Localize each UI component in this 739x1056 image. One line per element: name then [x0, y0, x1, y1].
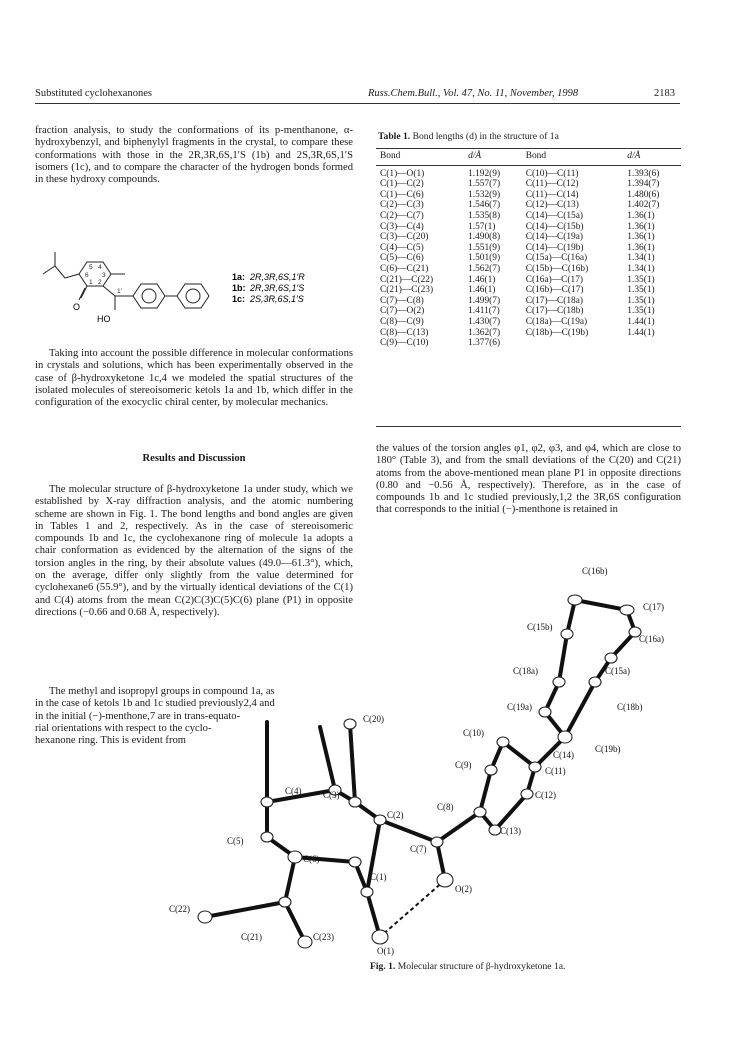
ring-number-1-prime: 1′ [117, 288, 122, 295]
bond-cell: C(15b)—C(16b) [525, 263, 589, 274]
bond-cell: C(2)—C(3) [380, 200, 424, 211]
table-row [376, 296, 681, 307]
bond-cell: C(16b)—C(17) [525, 285, 584, 296]
length-cell: 1.480(6) [627, 189, 660, 200]
methyl-line-4: rial orientations with respect to the cyclo- [35, 722, 212, 734]
atom-label-c6: C(6) [303, 854, 320, 864]
figure-caption [370, 961, 565, 972]
length-cell: 1.57(1) [468, 221, 496, 232]
molecular-structure-figure [155, 562, 695, 962]
table-bottom-rule [376, 426, 681, 427]
length-cell: 1.44(1) [627, 316, 655, 327]
table-row [376, 222, 681, 233]
table-row [376, 165, 681, 179]
ring-number-3: 3 [102, 272, 106, 279]
atom-label-c5: C(5) [227, 836, 244, 846]
bond-cell: C(2)—C(7) [380, 210, 424, 221]
bond-cell: C(7)—C(8) [380, 295, 424, 306]
length-cell: 1.36(1) [627, 210, 655, 221]
table-row [376, 179, 681, 190]
header-rule [35, 103, 680, 104]
table-caption-label: Table 1. [378, 131, 411, 142]
atom-label-c23: C(23) [313, 932, 334, 942]
atom-label-c18a: C(18a) [513, 666, 538, 676]
bond-cell: C(8)—C(13) [380, 327, 429, 338]
running-header-title: Substituted cyclohexanones [35, 88, 152, 99]
ring-number-6: 6 [85, 272, 89, 279]
table-row [376, 338, 681, 349]
atom-label-c3: C(3) [323, 790, 340, 800]
left-column-modeling [35, 348, 353, 409]
table-row [376, 328, 681, 339]
length-cell: 1.34(1) [627, 263, 655, 274]
length-cell: 1.393(6) [627, 168, 660, 179]
figure-caption-text: Molecular structure of β-hydroxyketone 1a. [397, 961, 566, 972]
atom-label-c1: C(1) [370, 872, 387, 882]
bond-cell: C(14)—C(15a) [525, 210, 584, 221]
carbonyl-o-label: O [73, 302, 81, 312]
methyl-line-5: hexanone ring. This is evident from [35, 735, 187, 747]
table-row [376, 264, 681, 275]
bond-cell: C(6)—C(21) [380, 263, 429, 274]
atom-label-c12: C(12) [535, 790, 556, 800]
ring-number-1: 1 [89, 279, 93, 286]
bond-cell: C(11)—C(12) [525, 179, 579, 190]
atom-label-c22: C(22) [169, 904, 190, 914]
section-title: Results and Discussion [142, 453, 246, 464]
col-header-bond-2: Bond [525, 151, 547, 161]
length-cell: 1.377(6) [468, 338, 501, 349]
bond-cell: C(10)—C(11) [525, 168, 579, 179]
length-cell: 1.557(7) [468, 179, 501, 190]
table-row [376, 243, 681, 254]
length-cell: 1.35(1) [627, 285, 655, 296]
table-row [376, 275, 681, 286]
right-column-text [376, 443, 681, 517]
length-cell: 1.36(1) [627, 242, 655, 253]
table-row [376, 306, 681, 317]
length-cell: 1.34(1) [627, 253, 655, 264]
methyl-line-1: The methyl and isopropyl groups in compound 1a, as [49, 686, 275, 697]
bond-cell: C(1)—C(2) [380, 179, 424, 190]
methyl-line-2: in the case of ketols 1b and 1c studied previously2,4 and [35, 698, 275, 710]
left-column-intro [35, 125, 353, 186]
bond-cell: C(21)—C(22) [380, 274, 434, 285]
col-header-d-1: d/Å [468, 151, 482, 161]
bond-cell: C(3)—C(4) [380, 221, 424, 232]
bond-cell: C(21)—C(23) [380, 285, 434, 296]
journal-citation: Russ.Chem.Bull., Vol. 47, No. 11, November, 1998 [368, 88, 579, 99]
table-row [376, 211, 681, 222]
atom-label-c16b: C(16b) [582, 566, 608, 576]
atom-label-o1: O(1) [377, 946, 394, 956]
bond-cell: C(3)—C(20) [380, 232, 429, 243]
bond-cell: C(4)—C(5) [380, 242, 424, 253]
figure-caption-label: Fig. 1. [370, 961, 396, 972]
atom-label-c21: C(21) [241, 932, 262, 942]
atom-label-c8: C(8) [437, 802, 454, 812]
paragraph-modeling: Taking into account the possible difference in molecular conformations in crystals and solutions, which has been experimentally observed in the case of β-hydroxyketone 1c,4 we modeled the spatial structures of the isolated molecules of stereoisomeric ketols 1a and 1b, which differ in the configuration of the exocyclic chiral center, by molecular mechanics. [35, 348, 353, 409]
table-row [376, 190, 681, 201]
length-cell: 1.36(1) [627, 221, 655, 232]
compound-1c-id: 1c: [232, 294, 246, 304]
length-cell: 1.551(9) [468, 242, 501, 253]
atom-label-c2: C(2) [387, 810, 404, 820]
atom-label-c19b: C(19b) [595, 744, 621, 754]
length-cell: 1.411(7) [468, 306, 500, 317]
atom-label-c11: C(11) [545, 766, 566, 776]
length-cell: 1.532(9) [468, 189, 501, 200]
length-cell: 1.501(9) [468, 253, 501, 264]
bond-cell [522, 338, 624, 349]
ring-number-2: 2 [98, 279, 102, 286]
atom-label-c18b: C(18b) [617, 702, 643, 712]
bond-cell: C(18a)—C(19a) [525, 316, 588, 327]
bond-cell: C(11)—C(14) [525, 189, 579, 200]
bond-cell: C(7)—O(2) [380, 306, 425, 317]
chemical-scheme [35, 232, 365, 342]
length-cell: 1.535(8) [468, 210, 501, 221]
length-cell: 1.499(7) [468, 295, 501, 306]
atom-label-c13: C(13) [500, 826, 521, 836]
ring-number-4: 4 [98, 264, 102, 271]
length-cell: 1.362(7) [468, 327, 501, 338]
methyl-line-3: in the initial (−)-menthone,7 are in trans-equato- [35, 710, 241, 722]
paragraph-intro: fraction analysis, to study the conformations of its p-menthanone, α-hydroxybenzyl, and biphenylyl fragments in the crystal, to compare these conformations with those in the 2R,3R,6S,1′S (1b) and 2S,3R,6S,1′S isomers (1c), and to compare the character of the hydrogen bonds formed in these hydroxy compounds. [35, 125, 353, 186]
length-cell: 1.35(1) [627, 295, 655, 306]
atom-label-c17: C(17) [643, 602, 664, 612]
bond-cell: C(17)—C(18b) [525, 306, 584, 317]
atom-label-o2: O(2) [455, 884, 472, 894]
length-cell: 1.35(1) [627, 274, 655, 285]
atom-label-c7: C(7) [410, 844, 427, 854]
length-cell: 1.402(7) [627, 200, 660, 211]
table-row [376, 200, 681, 211]
length-cell: 1.46(1) [468, 285, 496, 296]
bond-cell: C(14)—C(19b) [525, 242, 584, 253]
length-cell: 1.394(7) [627, 179, 660, 190]
table-row [376, 317, 681, 328]
bond-cell: C(14)—C(15b) [525, 221, 584, 232]
table-header-row [376, 149, 681, 166]
compound-1b-id: 1b: [232, 283, 246, 293]
length-cell: 1.44(1) [627, 327, 655, 338]
atom-label-c15a: C(15a) [605, 666, 630, 676]
table-caption [378, 131, 559, 142]
bond-cell: C(18b)—C(19b) [525, 327, 589, 338]
compound-1b-config: 2R,3R,6S,1′S [250, 283, 305, 293]
length-cell: 1.546(7) [468, 200, 501, 211]
atom-label-c15b: C(15b) [527, 622, 553, 632]
col-header-d-2: d/Å [627, 151, 641, 161]
bond-length-table [376, 148, 681, 349]
table-body [376, 165, 681, 349]
col-header-bond-1: Bond [380, 151, 401, 161]
length-cell: 1.36(1) [627, 232, 655, 243]
atom-label-c10: C(10) [463, 728, 484, 738]
compound-1c-config: 2S,3R,6S,1′S [250, 294, 304, 304]
ring-number-5: 5 [89, 264, 93, 271]
length-cell: 1.192(9) [468, 168, 501, 179]
page-number: 2183 [654, 88, 675, 99]
atom-label-c9: C(9) [455, 760, 472, 770]
bond-cell: C(17)—C(18a) [525, 295, 584, 306]
table-row [376, 253, 681, 264]
length-cell: 1.490(8) [468, 232, 501, 243]
length-cell: 1.562(7) [468, 263, 501, 274]
atom-label-c20: C(20) [363, 714, 384, 724]
hydroxyl-label: HO [97, 314, 111, 324]
table-caption-text: Bond lengths (d) in the structure of 1a [412, 131, 559, 142]
length-cell: 1.430(7) [468, 316, 501, 327]
bond-cell: C(1)—C(6) [380, 189, 424, 200]
table-row [376, 285, 681, 296]
bond-cell: C(14)—C(19a) [525, 232, 584, 243]
bond-cell: C(1)—O(1) [380, 168, 425, 179]
atom-label-c16a: C(16a) [639, 634, 664, 644]
atom-label-c19a: C(19a) [507, 702, 532, 712]
bond-cell: C(9)—C(10) [380, 338, 429, 349]
atom-label-c4: C(4) [285, 786, 302, 796]
bond-cell: C(8)—C(9) [380, 316, 424, 327]
paragraph-results: The molecular structure of β-hydroxyketone 1a under study, which we established by X-ray diffraction analysis, and the atomic numbering scheme are shown in Fig. 1. The bond lengths and bond angles are given in Tables 1 and 2, respectively. As in the case of stereoisomeric compounds 1b and 1c, the cyclohexanone ring of molecule 1a adopts a chair conformation as evidenced by the alternation of the signs of the torsion angles in the ring, by their absolute values (49.0—61.3°), which, on the average, differ only slightly from the value determined for cyclohexane6 (55.9°), and by the virtually identical deviations of the C(1) and C(4) atoms from the mean C(2)C(3)C(5)C(6) plane (P1) in opposite directions (−0.66 and 0.68 Å, respectively). [35, 484, 353, 618]
table-row [376, 232, 681, 243]
length-cell: 1.46(1) [468, 274, 496, 285]
length-cell: 1.35(1) [627, 306, 655, 317]
bond-cell: C(15a)—C(16a) [525, 253, 588, 264]
bond-cell: C(5)—C(6) [380, 253, 424, 264]
bond-cell: C(16a)—C(17) [525, 274, 584, 285]
compound-1a-config: 2R,3R,6S,1′R [250, 272, 305, 282]
paragraph-torsion: the values of the torsion angles φ1, φ2, φ3, and φ4, which are close to 180° (Table 3), and from the small deviations of the C(20) and C(21) atoms from the above-mentioned mean plane P1 in opposite directions (0.80 and −0.56 Å, respectively). Therefore, as in the case of compounds 1b and 1c studied previously,1,2 the 3R,6S configuration that corresponds to the initial (−)-menthone is retained in [376, 443, 681, 516]
compound-1a-id: 1a: [232, 272, 246, 282]
atom-label-c14: C(14) [553, 750, 574, 760]
length-cell [623, 338, 681, 349]
bond-cell: C(12)—C(13) [525, 200, 579, 211]
